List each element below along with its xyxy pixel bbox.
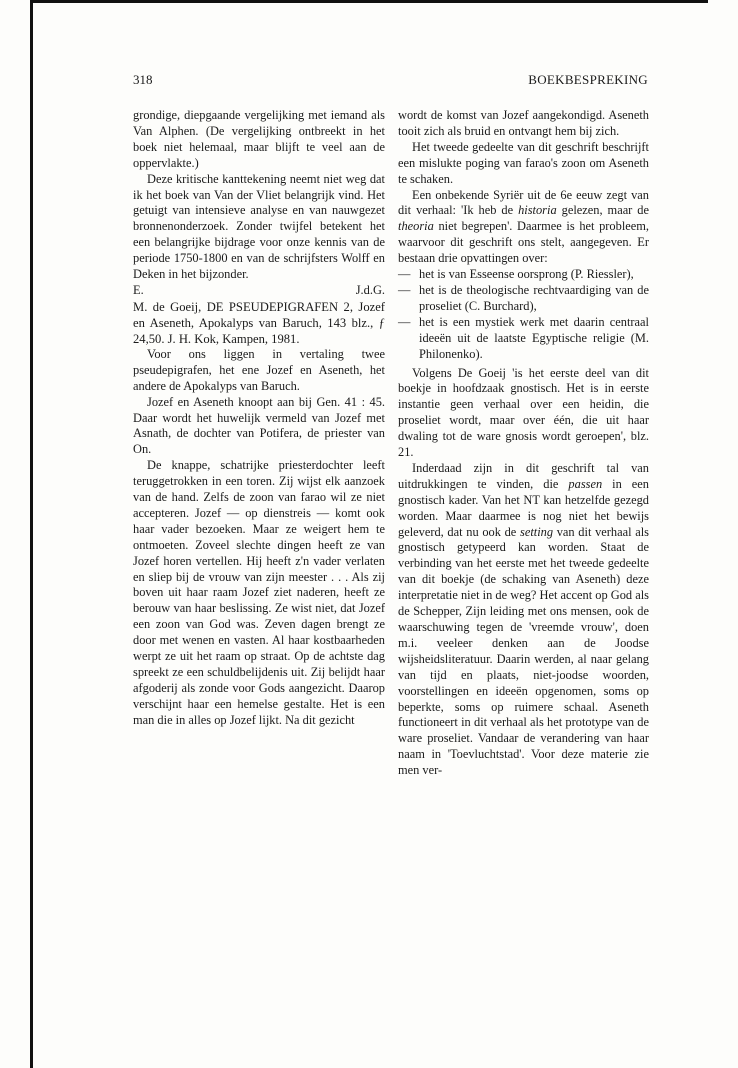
- paragraph: Een onbekende Syriër uit de 6e eeuw zegt van dit verhaal: 'Ik heb de historia gelezen, maar de theoria niet begrepen'. Daarmee is het probleem, waarvoor dit geschrift ons stelt, aangegeven. Er bestaan drie opvattingen over:: [398, 187, 649, 266]
- emphasis: passen: [568, 476, 603, 491]
- list-item: — het is van Esseense oorsprong (P. Riessler),: [398, 267, 649, 283]
- paragraph: grondige, diepgaande vergelijking met iemand als Van Alphen. (De vergelijking ontbreekt in het boek niet helemaal, maar blijft te veel aan de oppervlakte.): [133, 108, 385, 170]
- left-column: [133, 108, 385, 729]
- paragraph: Jozef en Aseneth knoopt aan bij Gen. 41 : 45. Daar wordt het huwelijk vermeld van Jozef met Asnath, de dochter van Potifera, de priester van On.: [133, 394, 385, 457]
- scan-border-left: [30, 0, 33, 1068]
- running-head: BOEKBESPREKING: [528, 72, 648, 87]
- book-citation: M. de Goeij, DE PSEUDEPIGRAFEN 2, Jozef en Aseneth, Apokalyps van Baruch, 143 blz., ƒ 24,50. J. H. Kok, Kampen, 1981.: [133, 299, 385, 346]
- paragraph: Het tweede gedeelte van dit geschrift beschrijft een mislukte poging van farao's zoon om Aseneth te schaken.: [398, 139, 649, 186]
- list-item: — het is de theologische rechtvaardiging van de proseliet (C. Burchard),: [398, 283, 649, 315]
- review-signature: [133, 283, 385, 299]
- paragraph: Deze kritische kanttekening neemt niet weg dat ik het boek van Van der Vliet belangrijk vind. Het getuigt van intensieve analyse en van nauwgezet bronnenonderzoek. Zonder twijfel betekent het een belangrijke bijdrage voor onze kennis van de periode 1750-1800 en van de schrijfsters Wolff en Deken in het bijzonder.: [133, 171, 385, 282]
- views-list: [398, 267, 649, 362]
- emphasis: setting: [520, 524, 554, 539]
- page-number: 318: [133, 72, 153, 87]
- right-column: [398, 108, 649, 779]
- paragraph: De knappe, schatrijke priesterdochter leeft teruggetrokken in een toren. Zij wijst elk aanzoek van de hand. Zelfs de zoon van farao wil ze niet accepteren. Jozef — op dienstreis — komt ook haar vader bezoeken. Maar ze weigert hem te ontmoeten. Zoveel slechte dingen heeft ze van Jozef horen vertellen. Hij heeft z'n vader verlaten en sliep bij de vrouw van zijn meester . . . Als zij boven uit haar raam Jozef ziet naderen, heeft ze berouw van haar beslissing. Ze wist niet, dat Jozef een zoon van God was. Zeven dagen brengt ze door met wenen en vasten. Al haar kostbaarheden werpt ze uit het raam op straat. Op de achtste dag spreekt ze een schuldbelijdenis uit. Zij belijdt haar afgoderij als zonde voor Gods aangezicht. Daarop verschijnt haar een hemelse gestalte. Het is een man die in alles op Jozef lijkt. Na dit gezicht: [133, 458, 385, 727]
- list-item: — het is een mystiek werk met daarin centraal ideeën uit de laatste Egyptische religie (M. Philonenko).: [398, 315, 649, 363]
- emphasis: theoria: [398, 219, 434, 234]
- signature-author: J.d.G.: [355, 282, 385, 297]
- emphasis: historia: [518, 203, 557, 218]
- scan-border-top: [30, 0, 708, 3]
- paragraph: Volgens De Goeij 'is het eerste deel van dit boekje in hoofdzaak gnostisch. Het is in eerste instantie geen verhaal over een heidin, die proseliet wordt, maar over één, die uit haar dwaling tot de ware gnosis wordt geroepen', blz. 21.: [398, 365, 649, 460]
- paragraph: wordt de komst van Jozef aangekondigd. Aseneth tooit zich als bruid en ontvangt hem bij zich.: [398, 108, 649, 138]
- signature-initial: E.: [133, 282, 144, 297]
- paragraph: Voor ons liggen in vertaling twee pseudepigrafen, het ene Jozef en Aseneth, het andere de Apokalyps van Baruch.: [133, 346, 385, 393]
- paragraph: Inderdaad zijn in dit geschrift tal van uitdrukkingen te vinden, die passen in een gnostisch kader. Van het NT kan hetzelfde gezegd worden. Maar daarmee is nog niet het bewijs geleverd, dat nu ook de setting van dit verhaal als gnostisch getypeerd kan worden. Staat de verbinding van het eerste met het tweede gedeelte van dit boekje (de schaking van Aseneth) deze interpretatie niet in de weg? Het accent op God als de Schepper, Zijn leiding met ons mensen, ook de waarschuwing tegen de 'vreemde vrouw', doen m.i. veeleer denken aan de Joodse wijsheidsliteratuur. Daarin werden, al naar gelang van tijd en plaats, niet-joodse woorden, voorstellingen en ideeën opgenomen, soms op beperkte, soms op ruimere schaal. Aseneth functioneert in dit verhaal als het prototype van de ware proseliet. Vandaar de verandering van haar naam in 'Toevluchtstad'. Voor deze materie zie men ver-: [398, 460, 649, 778]
